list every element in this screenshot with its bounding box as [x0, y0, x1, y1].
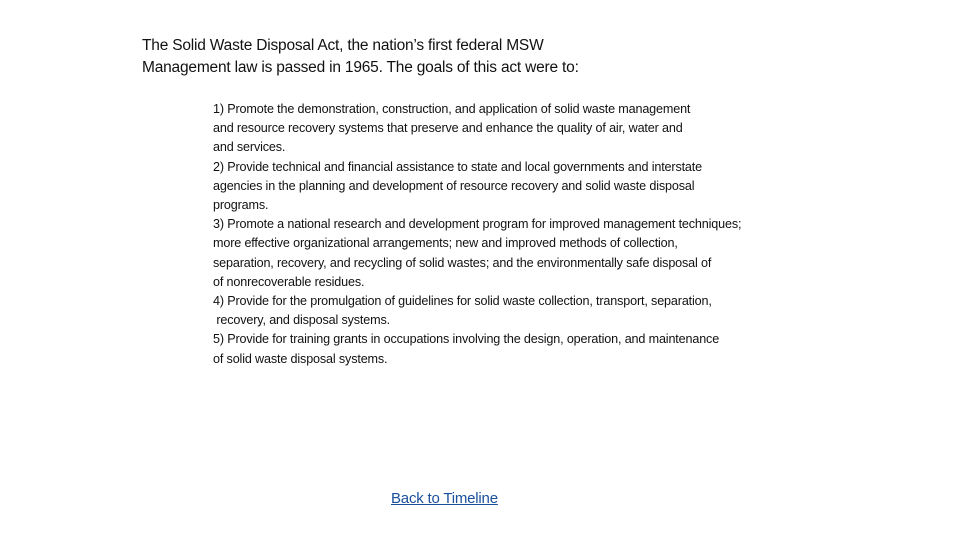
goal-line: 4) Provide for the promulgation of guidelines for solid waste collection, transport, separation,: [213, 294, 712, 309]
goal-line: 3) Promote a national research and development program for improved management techniques;: [213, 217, 742, 232]
title-line: Management law is passed in 1965. The goals of this act were to:: [142, 59, 579, 76]
goal-line: of solid waste disposal systems.: [213, 351, 388, 366]
slide-title: [142, 35, 579, 79]
goal-line: more effective organizational arrangements; new and improved methods of collection,: [213, 236, 678, 251]
goal-line: programs.: [213, 198, 269, 213]
goal-line: and services.: [213, 140, 286, 155]
goal-line: of nonrecoverable residues.: [213, 274, 365, 289]
goals-list: [213, 100, 741, 369]
goal-line: agencies in the planning and development of resource recovery and solid waste disposal: [213, 178, 695, 193]
goal-line: recovery, and disposal systems.: [213, 313, 390, 328]
goal-line: separation, recovery, and recycling of solid wastes; and the environmentally safe disposal of: [213, 255, 712, 270]
back-to-timeline-link[interactable]: Back to Timeline: [391, 490, 498, 507]
title-line: The Solid Waste Disposal Act, the nation’s first federal MSW: [142, 37, 544, 54]
goal-line: 5) Provide for training grants in occupations involving the design, operation, and maintenance: [213, 332, 720, 347]
goal-line: 2) Provide technical and financial assistance to state and local governments and interstate: [213, 159, 702, 174]
goal-line: and resource recovery systems that preserve and enhance the quality of air, water and: [213, 121, 683, 136]
goal-line: 1) Promote the demonstration, construction, and application of solid waste management: [213, 102, 691, 116]
